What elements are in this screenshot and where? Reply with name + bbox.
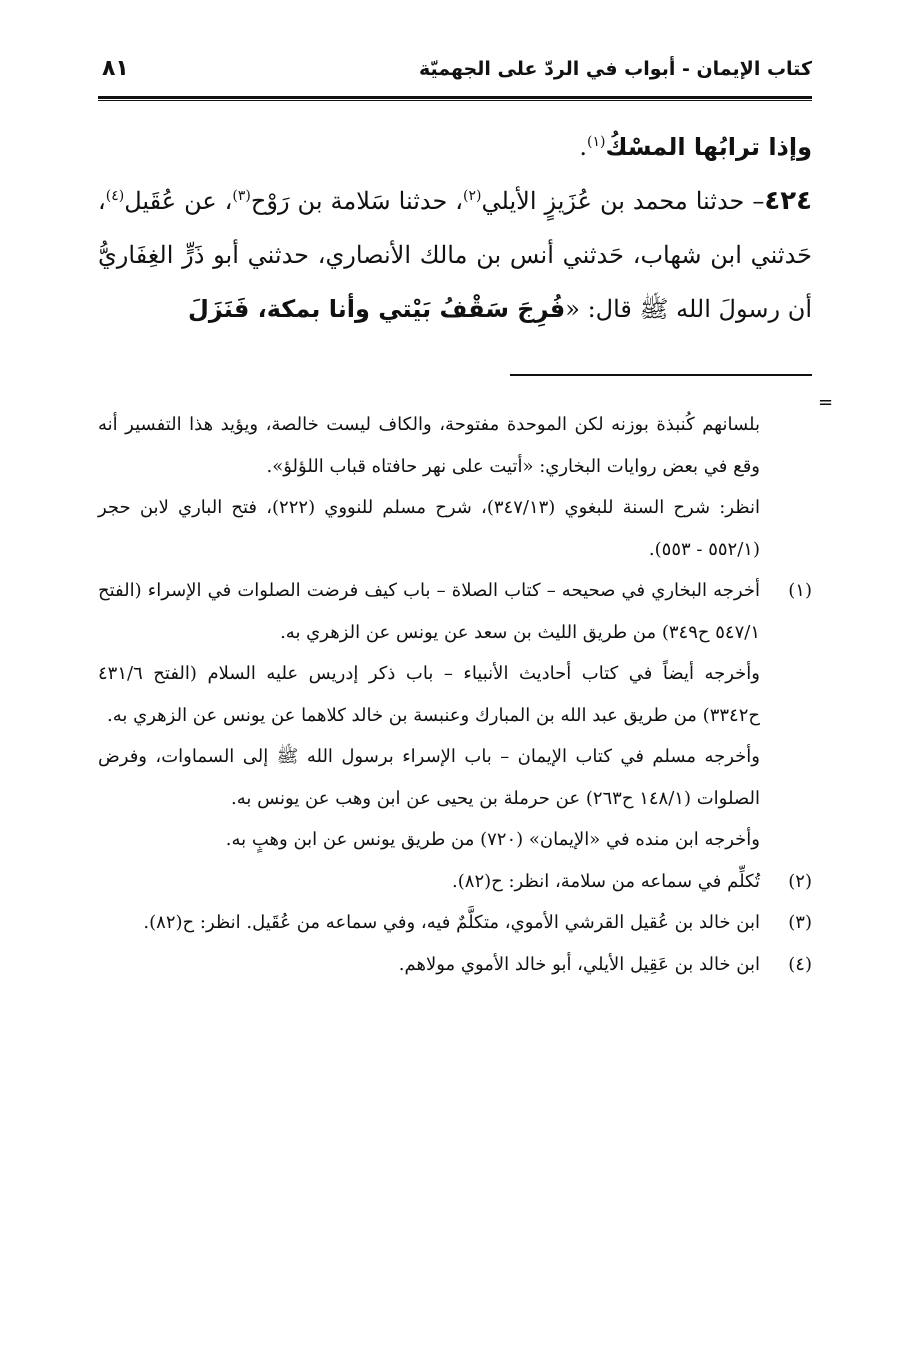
hadith-paragraph [98, 174, 812, 336]
footnote-text: تُكلِّم في سماعه من سلامة، انظر: ح(٨٢). [452, 870, 760, 892]
footnote-number: (٣) [788, 912, 812, 933]
footnote-4 [98, 944, 812, 986]
footnote-ref: (٢) [463, 188, 482, 204]
punctuation: . [579, 133, 587, 161]
footnote-number: (١) [788, 580, 812, 601]
running-header [98, 56, 812, 96]
footnote-text: ابن خالد بن عَقِيل الأيلي، أبو خالد الأموي مولاهم. [398, 953, 760, 975]
footnote-1-more: وأخرجه مسلم في كتاب الإيمان – باب الإسراء برسول الله ﷺ إلى السماوات، وفرض الصلوات (١٤٨/١ ح٢٦٣) عن حرملة بن يحيى عن ابن وهب عن يونس به. [98, 746, 760, 809]
page-number: ٨١ [102, 56, 129, 81]
footnote-number: (٢) [788, 870, 812, 892]
footnotes [98, 404, 812, 985]
footnote-1-more: وأخرجه أيضاً في كتاب أحاديث الأنبياء – باب ذكر إدريس عليه السلام (الفتح ٤٣١/٦ ح٣٣٤٢) من طريق عبد الله بن المبارك وعنبسة بن خالد كلاهما عن يونس عن الزهري به. [98, 663, 760, 726]
footnote-continuation: انظر: شرح السنة للبغوي (٣٤٧/١٣)، شرح مسلم للنووي (٢٢٢)، فتح الباري لابن حجر (٥٥٢/١ - ٥٥٣). [98, 497, 761, 560]
footnote-text: أخرجه البخاري في صحيحه – كتاب الصلاة – باب كيف فرضت الصلوات في الإسراء (الفتح ٥٤٧/١ ح٣٤٩) من طريق الليث بن سعد عن يونس عن الزهري به. [98, 580, 760, 643]
footnote-number: (٤) [788, 953, 812, 975]
running-title: كتاب الإيمان - أبواب في الردّ على الجهميّة [418, 58, 812, 80]
hadith-text: – حدثنا محمد بن عُزَيزٍ الأيلي [481, 187, 765, 215]
main-text [98, 120, 812, 336]
footnote-3 [98, 902, 812, 944]
continuation-mark: = [818, 392, 834, 413]
bold-text: وإذا ترابُها المسْكُ [605, 133, 812, 161]
footnote-1-more: وأخرجه ابن منده في «الإيمان» (٧٢٠) من طريق يونس عن ابن وهبٍ به. [225, 829, 760, 850]
footnote-ref: (٣) [232, 188, 251, 204]
footnote-ref: (٤) [105, 188, 125, 204]
footnote-separator [510, 374, 812, 376]
hadith-text: ، حَدثني ابن شهاب، حَدثني أنس بن مالك الأنصاري، حدثني أبو ذَرٍّ الغِفَاريُّ أن رسولَ الله ﷺ قال: « [98, 187, 812, 323]
main-line-1 [98, 120, 812, 174]
footnote-text: ابن خالد بن عُقيل القرشي الأموي، متكلَّمٌ فيه، وفي سماعه من عُقَيل. انظر: ح(٨٢). [143, 912, 760, 933]
hadith-text: ، عن عُقَيل [124, 187, 233, 215]
footnote-2 [98, 861, 812, 903]
footnote-1 [98, 570, 812, 653]
hadith-bold-text: فُرِجَ سَقْفُ بَيْتي وأنا بمكة، فَنَزَلَ [188, 295, 566, 323]
footnote-ref: (١) [587, 134, 606, 150]
hadith-text: ، حدثنا سَلامة بن رَوْح [250, 187, 464, 215]
header-rule [98, 96, 812, 101]
footnote-continuation: بلسانهم كُنبذة بوزنه لكن الموحدة مفتوحة، والكاف ليست خالصة، ويؤيد هذا التفسير أنه وقع في بعض روايات البخاري: «أتيت على نهر حافتاه قباب اللؤلؤ». [98, 414, 760, 477]
hadith-number: ٤٢٤ [764, 186, 812, 216]
